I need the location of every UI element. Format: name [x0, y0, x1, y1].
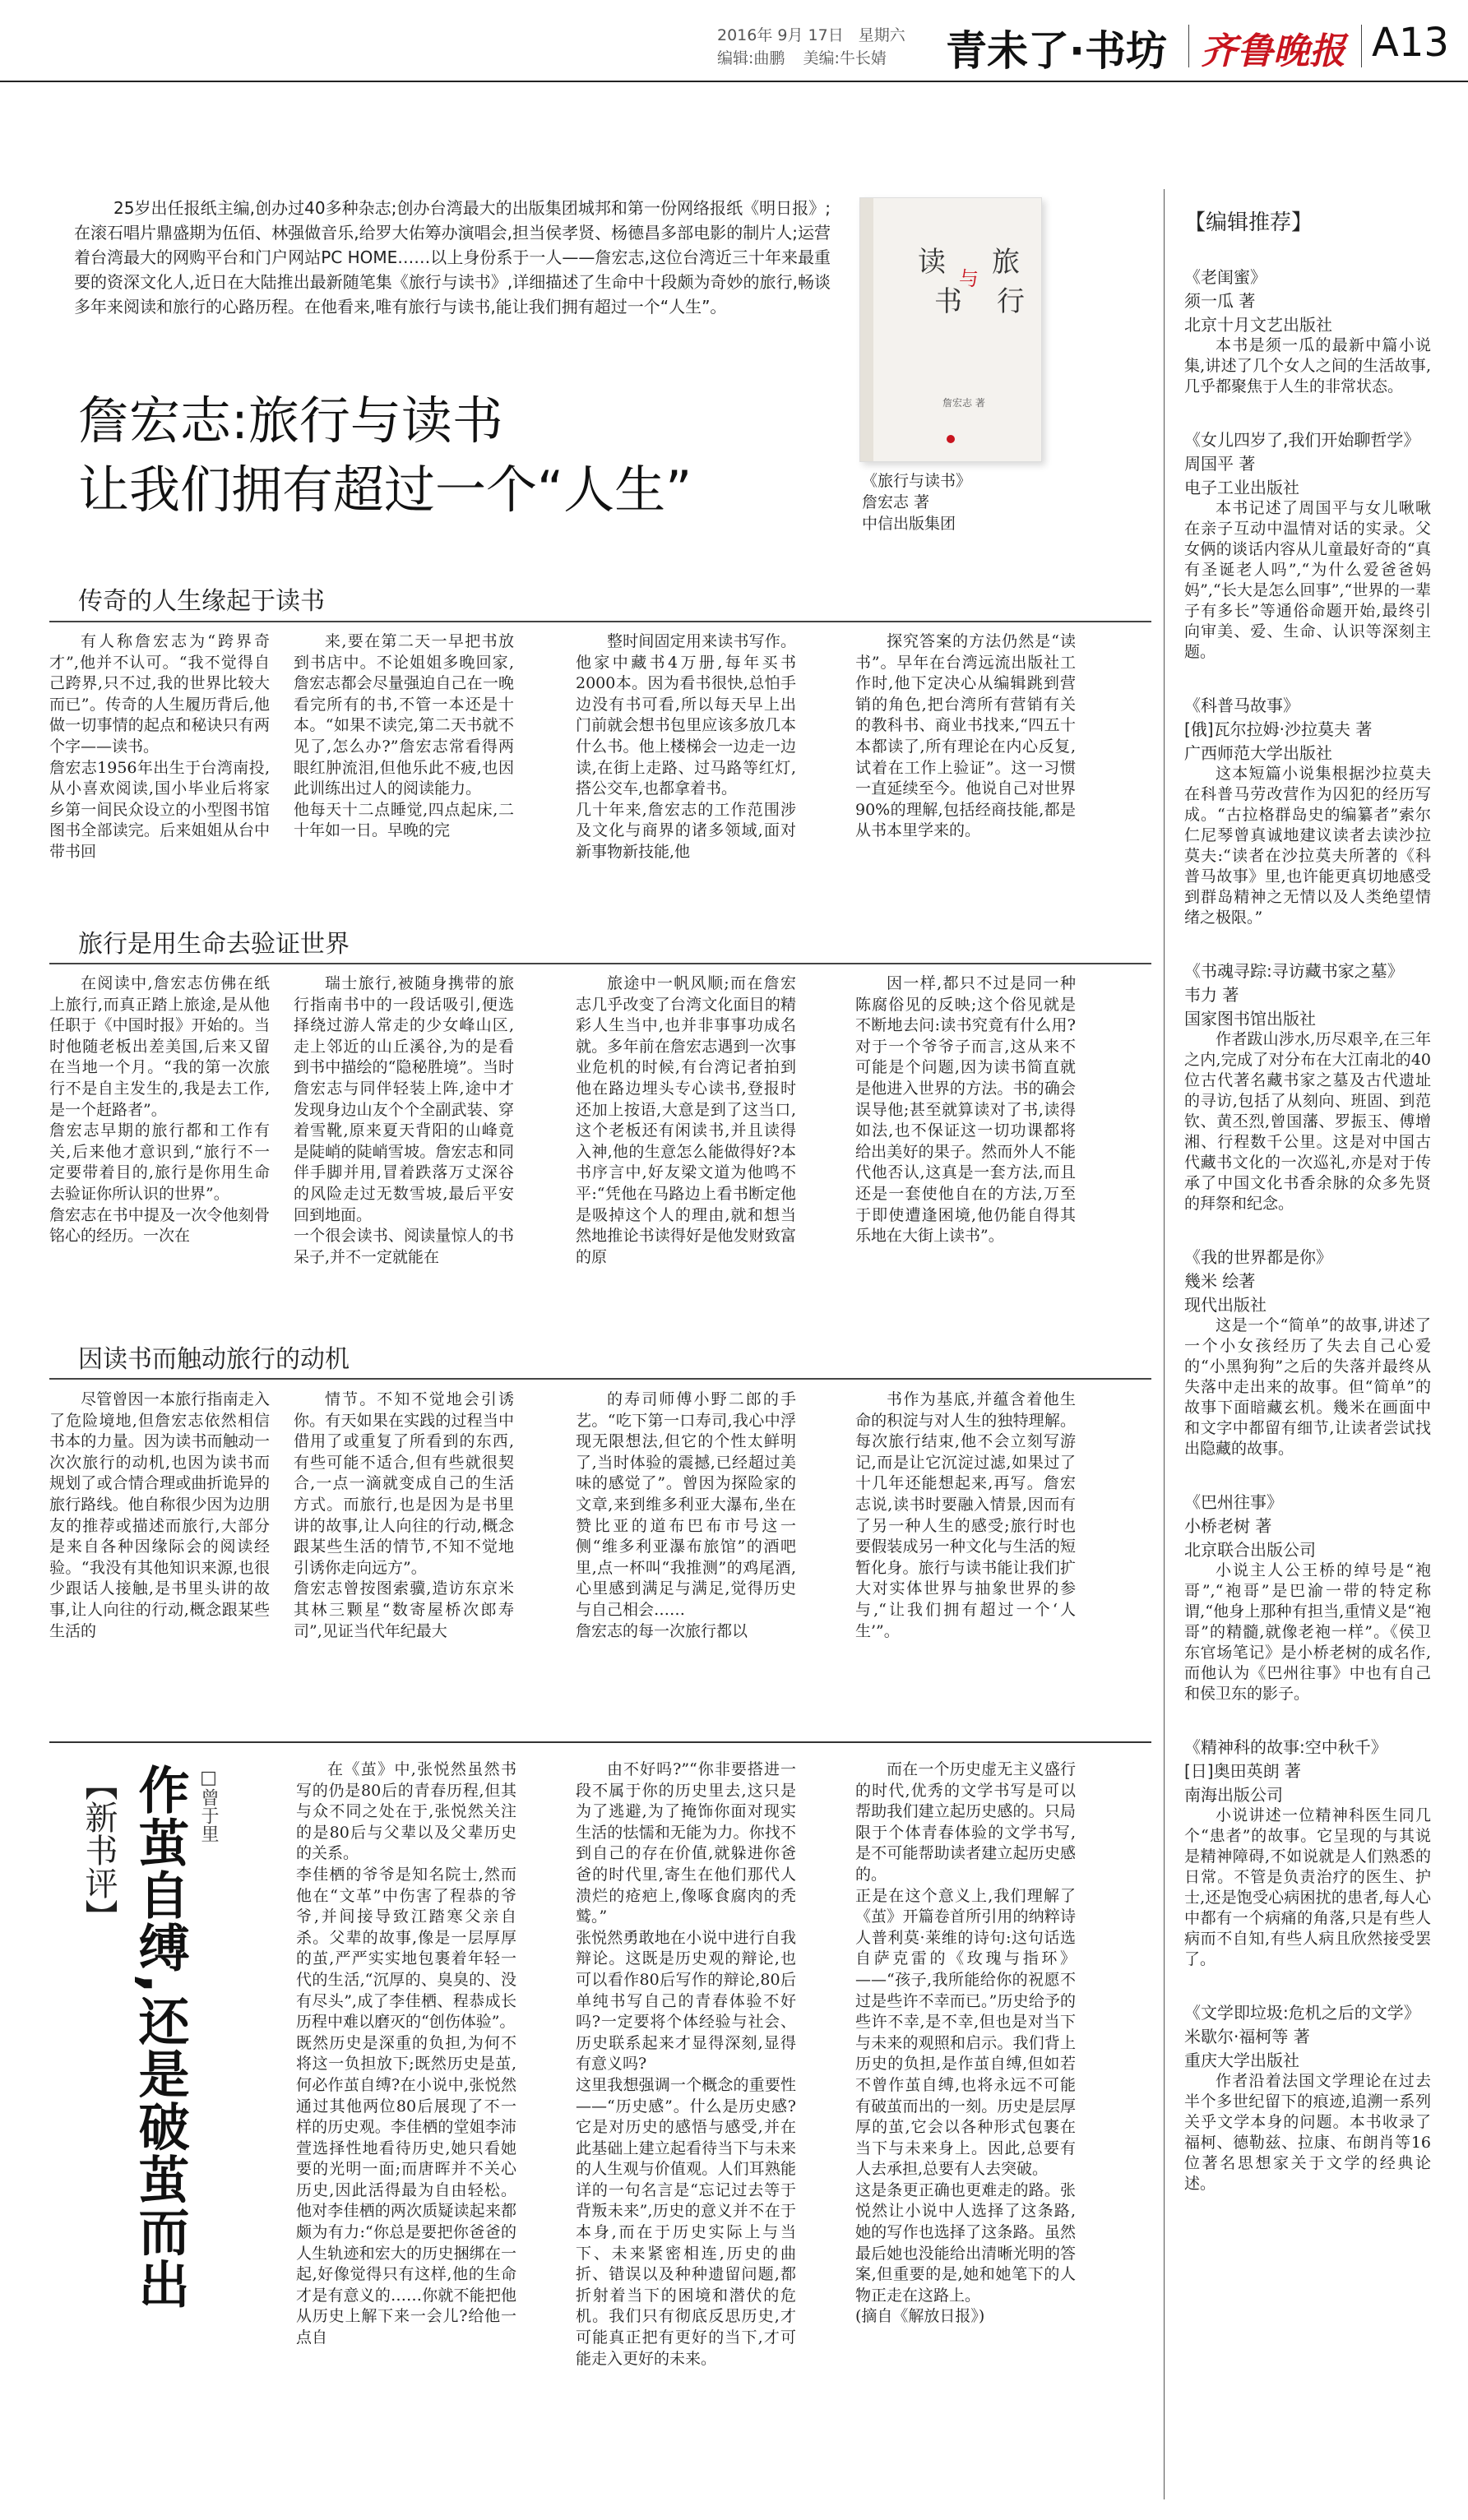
recommend-author: 须一瓜 著: [1184, 291, 1256, 311]
recommend-text: 作者沿着法国文学理论在过去半个多世纪留下的痕迹,追溯一系列关乎文学本身的问题。本书收录了福柯、德勒兹、拉康、布朗肖等16位著名思想家关于文学的经典论述。: [1184, 2072, 1431, 2193]
book-caption: [862, 470, 971, 534]
editor-text: 编辑:曲鹏: [717, 49, 785, 67]
recommend-publisher: 国家图书馆出版社: [1184, 1009, 1316, 1029]
recommend-text: 本书记述了周国平与女儿啾啾在亲子互动中温情对话的实录。父女俩的谈话内容从儿童最好奇的“真有圣诞老人吗”,“为什么爱爸爸妈妈”,“长大是怎么回事”,“世界的一辈子有多长”等通俗命题开始,最终引向审美、爱、生命、认识等深刻主题。: [1184, 499, 1431, 661]
section-3-col-1: [49, 1389, 270, 1727]
recommend-publisher: 现代出版社: [1184, 1295, 1267, 1315]
recommend-text: 这本短篇小说集根据沙拉莫夫在科普马劳改营作为囚犯的经历写成。“古拉格群岛史的编纂者”索尔仁尼琴曾真诚地建议读者去读沙拉莫夫:“读者在沙拉莫夫所著的《科普马故事》里,也许能更真切地感受到群岛精神之无情以及人类绝望情绪之极限。”: [1184, 765, 1431, 927]
section-1-rule: [49, 621, 1151, 622]
cover-title-book: 书: [934, 285, 962, 318]
section-1-col-1: [49, 631, 270, 903]
section-1-text-1: 有人称詹宏志为“跨界奇才”,他并不认可。“我不觉得自己跨界,只不过,我的世界比较大而已”。传奇的人生履历背后,他做一切事情的起点和秘诀只有两个字——读书。 詹宏志1956年出生于台湾南投,从小喜欢阅读,国小毕业后将家乡第一间民众设立的小型图书馆图书全部读完。后来姐姐从台中带书回: [49, 632, 270, 861]
section-3-text-2: 情节。不知不觉地会引诱你。有天如果在实践的过程当中借用了或重复了所看到的东西,有些可能不适合,但有些就很契合,一点一滴就变成自己的生活方式。而旅行,也是因为是书里讲的故事,让人向往的行动,概念跟某些生活的情节,不知不觉地引诱你走向远方”。 詹宏志曾按图索骥,造访东京米其林三颗星“数寄屋桥次郎寿司”,见证当代年纪最大: [294, 1390, 514, 1640]
recommend-title: 《巴州往事》: [1184, 1492, 1283, 1512]
recommend-author: 周国平 著: [1184, 454, 1256, 474]
caption-author: 詹宏志 著: [862, 493, 930, 511]
article-divider: [49, 1741, 1151, 1743]
section-3-rule: [49, 1378, 1151, 1380]
recommend-publisher: 南海出版公司: [1184, 1785, 1283, 1805]
recommend-author: [俄]瓦尔拉姆·沙拉莫夫 著: [1184, 719, 1373, 739]
cover-title-go: 行: [997, 285, 1025, 318]
recommend-author: 幾米 绘著: [1184, 1271, 1256, 1291]
page-header: [0, 0, 1468, 82]
section-2-col-1: [49, 973, 270, 1319]
cover-publisher-mark: [947, 435, 955, 443]
section-2-rule: [49, 963, 1151, 964]
section-3-title: 因读书而触动旅行的动机: [78, 1345, 350, 1374]
section-1-col-4: [855, 631, 1076, 903]
cover-spine: [860, 198, 873, 461]
headline: [78, 386, 692, 525]
date-text: 2016年 9月 17日: [717, 26, 844, 44]
review-col-3: [855, 1759, 1076, 2483]
recommend-item: [1184, 264, 1431, 397]
recommend-item: [1184, 692, 1431, 928]
recommend-author: 米歇尔·福柯等 著: [1184, 2027, 1310, 2046]
section-3-col-4: [855, 1389, 1076, 1727]
review-author: □曾于里: [198, 1768, 219, 1843]
cover-title-and: 与: [959, 267, 979, 290]
recommend-text: 小说讲述一位精神科医生同几个“患者”的故事。它呈现的与其说是精神障碍,不如说就是人们熟悉的日常。不管是负责治疗的医生、护士,还是饱受心病困扰的患者,每人心中都有一个病痛的角落,只是有些人病而不自知,有些人病且欣然接受罢了。: [1184, 1806, 1431, 1968]
header-rule: [0, 81, 1468, 82]
review-title: 作茧自缚,还是破茧而出: [130, 1764, 190, 2311]
recommend-publisher: 广西师范大学出版社: [1184, 743, 1332, 763]
section-2-col-4: [855, 973, 1076, 1319]
recommend-item: [1184, 2000, 1431, 2194]
page-number: A13: [1372, 20, 1449, 66]
caption-title: 《旅行与读书》: [862, 472, 972, 490]
recommend-title: 《书魂寻踪:寻访藏书家之墓》: [1184, 961, 1404, 981]
section-1-col-2: [294, 631, 514, 903]
section-3-col-3: [576, 1389, 796, 1727]
section-1-title: 传奇的人生缘起于读书: [78, 587, 325, 616]
book-cover: [859, 197, 1042, 462]
review-text-2: 由不好吗?”“你非要搭进一段不属于你的历史里去,这只是为了逃避,为了掩饰你面对现实生活的怯懦和无能为力。你找不到自己的存在价值,就躲进你爸爸的时代里,寄生在他们那代人溃烂的疮疤上,像啄食腐肉的秃鹫。” 张悦然勇敢地在小说中进行自我辩论。这既是历史观的辩论,也可以看作80后写作的辩论,80后单纯书写自己的青春体验不好吗?一定要将个体经验与社会、历史联系起来才显得深刻,显得有意义吗? 这里我想强调一个概念的重要性——“历史感”。什么是历史感?它是对历史的感悟与感受,并在此基础上建立起看待当下与未来的人生观与价值观。人们耳熟能详的一句名言是“忘记过去等于背叛未来”,历史的意义并不在于本身,而在于历史实际上与当下、未来紧密相连,历史的曲折、错误以及种种遗留问题,都折射着当下的困境和潜伏的危机。我们只有彻底反思历史,才可能真正把有更好的当下,才可能走入更好的未来。: [576, 1760, 796, 2368]
recommend-item: [1184, 1734, 1431, 1970]
editor-credits: [717, 46, 887, 68]
cover-title-travel: 旅: [992, 246, 1020, 279]
section-1-text-2: 来,要在第二天一早把书放到书店中。不论姐姐多晚回家,詹宏志都会尽量强迫自己在一晚看完所有的书,不管一本还是十本。“如果不读完,第二天书就不见了,怎么办?”詹宏志常看得两眼红肿流泪,但他乐此不疲,也因此训练出过人的阅读能力。 他每天十二点睡觉,四点起床,二十年如一日。早晚的完: [294, 632, 514, 840]
recommend-publisher: 北京十月文艺出版社: [1184, 315, 1332, 335]
column-name: 青未了·书坊: [946, 27, 1167, 75]
issue-date: [717, 23, 905, 45]
recommend-author: [日]奥田英朗 著: [1184, 1761, 1301, 1781]
section-2-col-2: [294, 973, 514, 1319]
recommend-text: 本书是须一瓜的最新中篇小说集,讲述了几个女人之间的生活故事,几乎都聚焦于人生的非常状态。: [1184, 336, 1431, 395]
recommend-publisher: 重庆大学出版社: [1184, 2051, 1299, 2070]
section-1-text-4: 探究答案的方法仍然是“读书”。早年在台湾远流出版社工作时,他下定决心从编辑跳到营销的角色,把台湾所有营销有关的教科书、商业书找来,“四五十本都读了,所有理论在内心反复,试着在工作上验证”。这一习惯一直延续至今。他说自己对世界90%的理解,包括经商技能,都是从书本里学来的。: [855, 632, 1076, 840]
recommend-text: 小说主人公王桥的绰号是“袍哥”,“袍哥”是巴渝一带的特定称谓,“他身上那种有担当,重情义是“袍哥”的精髓,就像老袍一样”。《侯卫东官场笔记》是小桥老树的成名作,而他认为《巴州往事》中也有自己和侯卫东的影子。: [1184, 1561, 1431, 1703]
recommend-title: 《文学即垃圾:危机之后的文学》: [1184, 2003, 1420, 2023]
recommend-item: [1184, 1489, 1431, 1704]
section-2-title: 旅行是用生命去验证世界: [78, 930, 350, 959]
article-intro: 25岁出任报纸主编,创办过40多种杂志;创办台湾最大的出版集团城邦和第一份网络报纸《明日报》;在滚石唱片鼎盛期为伍佰、林强做音乐,给罗大佑筹办演唱会,担当侯孝贤、杨德昌多部电影的制片人;运营着台湾最大的网购平台和门户网站PC HOME……以上身份系于一人——詹宏志,这位台湾近三十年来最重要的资深文化人,近日在大陆推出最新随笔集《旅行与读书》,详细描述了生命中十段颇为奇妙的旅行,畅谈多年来阅读和旅行的心路历程。在他看来,唯有旅行与读书,能让我们拥有超过一个“人生”。: [74, 198, 831, 317]
sidebar-divider: [1164, 189, 1165, 2499]
section-2-text-1: 在阅读中,詹宏志仿佛在纸上旅行,而真正踏上旅途,是从他任职于《中国时报》开始的。当时他随老板出差美国,后来又留在当地一个月。“我的第一次旅行不是自主发生的,我是去工作,是一个赶路者”。 詹宏志早期的旅行都和工作有关,后来他才意识到,“旅行不一定要带着目的,旅行是你用生命去验证你所认识的世界”。 詹宏志在书中提及一次令他刻骨铭心的经历。一次在: [49, 974, 270, 1246]
recommend-publisher: 电子工业出版社: [1184, 478, 1299, 497]
designer-text: 美编:牛长婧: [803, 49, 887, 67]
recommend-text: 这是一个“简单”的故事,讲述了一个小女孩经历了失去自己心爱的“小黑狗狗”之后的失落并最终从失落中走出来的故事。但“简单”的故事下面暗藏玄机。幾米在画面中和文字中都留有细节,让读者尝试找出隐藏的故事。: [1184, 1316, 1431, 1458]
section-1-text-3: 整时间固定用来读书写作。他家中藏书4万册,每年买书2000本。因为看书很快,总怕手边没有书可看,所以每天早上出门前就会想书包里应该多放几本什么书。他上楼梯会一边走一边读,在街上走路、过马路等红灯,搭公交车,也都拿着书。 几十年来,詹宏志的工作范围涉及文化与商界的诸多领域,面对新事物新技能,他: [576, 632, 796, 861]
recommend-author: 韦力 著: [1184, 985, 1239, 1005]
weekday-text: 星期六: [858, 26, 905, 44]
review-col-2: [576, 1759, 796, 2483]
cover-title-read: 读: [918, 246, 946, 279]
header-divider: [1188, 25, 1189, 67]
recommend-text: 作者跋山涉水,历尽艰辛,在三年之内,完成了对分布在大江南北的40位古代著名藏书家之墓及古代遗址的寻访,包括了从刻向、班固、到范钦、黄丕烈,曾国藩、罗振玉、傅增湘、行程数千公里。这是对中国古代藏书文化的一次巡礼,亦是对于传承了中国文化书香余脉的众多先贤的拜祭和纪念。: [1184, 1030, 1431, 1213]
headline-line-2: 让我们拥有超过一个“人生”: [78, 460, 692, 520]
recommend-title: 《老闺蜜》: [1184, 267, 1267, 287]
caption-publisher: 中信出版集团: [862, 515, 956, 533]
review-tag: 【新书评】: [80, 1768, 118, 1932]
recommend-title: 《科普马故事》: [1184, 696, 1299, 715]
section-1-col-3: [576, 631, 796, 903]
recommend-title: 《精神科的故事:空中秋千》: [1184, 1737, 1387, 1757]
section-3-text-3: 的寿司师傅小野二郎的手艺。“吃下第一口寿司,我心中浮现无限想法,但它的个性太鲜明了,当时体验的震撼,已经超过美味的感觉了”。曾因为探险家的文章,来到维多利亚大瀑布,坐在赞比亚的道布巴布市号这一侧“维多利亚瀑布旅馆”的酒吧里,点一杯叫“我推测”的鸡尾酒,心里感到满足与满足,觉得历史与自己相会…… 詹宏志的每一次旅行都以: [576, 1390, 796, 1640]
recommend-title: 《我的世界都是你》: [1184, 1247, 1332, 1267]
recommend-sidebar: [1184, 206, 1431, 2499]
section-2-text-4: 因一样,都只不过是同一种陈腐俗见的反映;这个俗见就是不断地去问:读书究竟有什么用?对于一个爷爷子而言,这从来不可能是个问题,因为读书简直就是他进入世界的方法。书的确会误导他;甚至就算读对了书,读得如法,也不保证这一切功课都将给出美好的果子。然而外人不能代他否认,这真是一套方法,而且还是一套使他自在的方法,万至于即使遭逢困境,他仍能自得其乐地在大街上读书”。: [855, 974, 1076, 1246]
cover-author: 詹宏志 著: [942, 397, 985, 409]
headline-line-1: 詹宏志:旅行与读书: [78, 391, 503, 451]
newspaper-logo: 齐鲁晚报: [1201, 30, 1345, 72]
header-divider-2: [1361, 25, 1362, 67]
section-2-text-3: 旅途中一帆风顺;而在詹宏志几乎改变了台湾文化面目的精彩人生当中,也并非事事功成名就。多年前在詹宏志遇到一次事业危机的时候,有台湾记者拍到他在路边埋头专心读书,登报时还加上按语,大意是到了这当口,这个老板还有闲读书,并且读得入神,他的生意怎么能做得好?本书序言中,好友梁文道为他鸣不平:“凭他在马路边上看书断定他是吸掉这个人的理由,就和想当然地推论书读得好是他发财致富的原: [576, 974, 796, 1266]
recommend-title: 《女儿四岁了,我们开始聊哲学》: [1184, 430, 1420, 450]
review-text-3: 而在一个历史虚无主义盛行的时代,优秀的文学书写是可以帮助我们建立起历史感的。只局限于个体青春体验的文学书写,是不可能帮助读者建立起历史感的。 正是在这个意义上,我们理解了《茧》开篇卷首所引用的纳粹诗人普利莫·莱维的诗句:这句话选自萨克雷的《玫瑰与指环》——“孩子,我所能给你的祝愿不过是些许不幸而已。”历史给予的些许不幸,是不幸,但也是对当下与未来的观照和启示。我们背上历史的负担,是作茧自缚,但如若不曾作茧自缚,也将永远不可能有破茧而出的一刻。历史是层厚厚的茧,它会以各种形式包裹在当下与未来身上。因此,总要有人去承担,总要有人去突破。 这是条更正确也更难走的路。张悦然让小说中人选择了这条路,她的写作也选择了这条路。虽然最后她也没能给出清晰光明的答案,但重要的是,她和她笔下的人物正走在这路上。 (摘自《解放日报》): [855, 1760, 1076, 2326]
section-2-col-3: [576, 973, 796, 1319]
recommend-item: [1184, 1244, 1431, 1459]
recommend-item: [1184, 427, 1431, 663]
recommend-author: 小桥老树 著: [1184, 1516, 1272, 1536]
section-3-text-4: 书作为基底,并蕴含着他生命的积淀与对人生的独特理解。每次旅行结束,他不会立刻写游记,而是让它沉淀过滤,如果过了十几年还能想起来,再写。詹宏志说,读书时要融入情景,因而有了另一种人生的感受;旅行时也要假装成另一种文化与生活的短暂化身。旅行与读书能让我们扩大对实体世界与抽象世界的参与,“让我们拥有超过一个‘人生’”。: [855, 1390, 1076, 1640]
recommend-publisher: 北京联合出版公司: [1184, 1540, 1316, 1560]
section-3-col-2: [294, 1389, 514, 1727]
review-col-1: [296, 1759, 516, 2483]
review-text-1: 在《茧》中,张悦然虽然书写的仍是80后的青春历程,但其与众不同之处在于,张悦然关注的是80后与父辈以及父辈历史的关系。 李佳栖的爷爷是知名院士,然而他在“文革”中伤害了程恭的爷爷,并间接导致江踏寒父亲自杀。父辈的故事,像是一层厚厚的茧,严严实实地包裹着年轻一代的生活,“沉厚的、臭臭的、没有尽头”,成了李佳栖、程恭成长历程中难以磨灭的“创伤体验”。 既然历史是深重的负担,为何不将这一负担放下;既然历史是茧,何必作茧自缚?在小说中,张悦然通过其他两位80后展现了不一样的历史观。李佳栖的堂姐李沛萱选择性地看待历史,她只看她要的光明一面;而唐晖并不关心历史,因此活得最为自由轻松。他对李佳栖的两次质疑读起来都颇为有力:“你总是要把你爸爸的人生轨迹和宏大的历史捆绑在一起,好像觉得只有这样,他的生命才是有意义的……你就不能把他从历史上解下来一会儿?给他一点自: [296, 1760, 516, 2347]
section-3-text-1: 尽管曾因一本旅行指南走入了危险境地,但詹宏志依然相信书本的力量。因为读书而触动一次次旅行的动机,也因为读书而规划了或合情合理或曲折诡异的旅行路线。他自称很少因为边朋友的推荐或描述而旅行,大部分是来自各种因缘际会的阅读经验。“我没有其他知识来源,也很少跟话人接触,是书里头讲的故事,让人向往的行动,概念跟某些生活的: [49, 1390, 270, 1640]
recommend-item: [1184, 958, 1431, 1214]
recommend-heading: 【编辑推荐】: [1184, 210, 1313, 235]
section-2-text-2: 瑞士旅行,被随身携带的旅行指南书中的一段话吸引,便选择绕过游人常走的少女峰山区,走上邻近的山丘溪谷,为的是看到书中描绘的“隐秘胜境”。当时詹宏志与同伴轻装上阵,途中才发现身边山友个个全副武装、穿着雪靴,原来夏天背阳的山峰竟是陡峭的陡峭雪坡。詹宏志和同伴手脚并用,冒着跌落万丈深谷的风险走过无数雪坡,最后平安回到地面。 一个很会读书、阅读量惊人的书呆子,并不一定就能在: [294, 974, 514, 1266]
